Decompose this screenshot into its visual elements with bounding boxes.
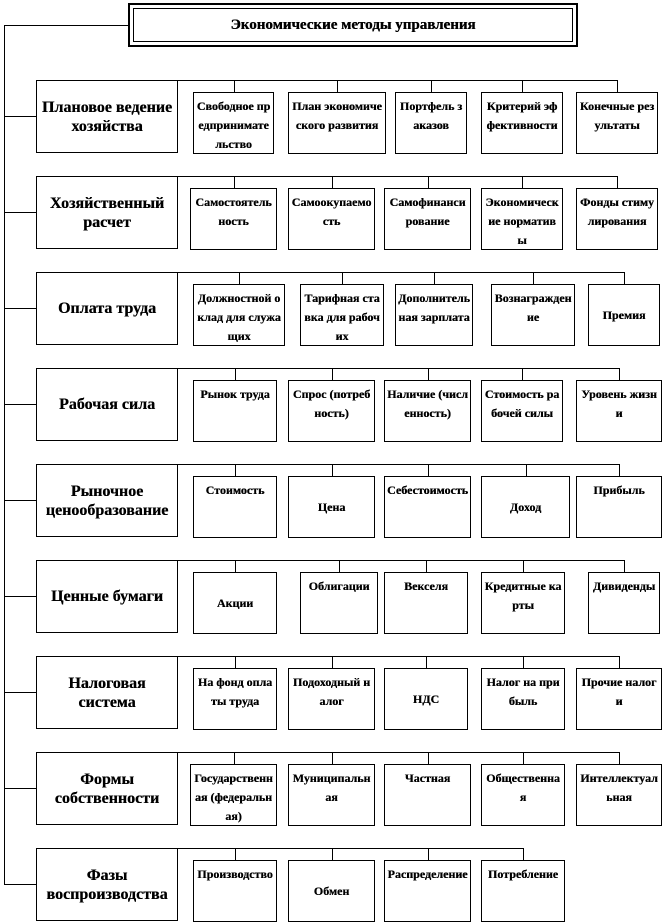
- category-1-item-1: Свободное предпринимательство: [193, 92, 274, 154]
- item-connector-line: [332, 752, 333, 764]
- item-connector-line: [619, 656, 620, 668]
- category-7-item-4: Налог на прибыль: [481, 668, 565, 730]
- items-bus-line: [178, 176, 617, 177]
- category-2: Хозяйственный расчет: [36, 176, 178, 249]
- category-link-line: [4, 788, 36, 789]
- item-connector-line: [234, 752, 235, 764]
- item-connector-line: [332, 176, 333, 188]
- category-6: Ценные бумаги: [36, 560, 178, 633]
- item-connector-line: [332, 368, 333, 380]
- category-2-item-3: Самофинансирование: [384, 188, 471, 250]
- item-connector-line: [617, 176, 618, 188]
- item-connector-line: [431, 80, 432, 92]
- category-5-item-1: Стоимость: [193, 476, 277, 538]
- category-1-item-3: Портфель заказов: [395, 92, 467, 154]
- item-connector-line: [522, 176, 523, 188]
- category-8-item-3: Частная: [384, 764, 471, 826]
- category-3-item-3: Дополнительная зарплата: [395, 284, 473, 346]
- category-3-item-4: Вознаграждение: [491, 284, 575, 346]
- category-8-item-1: Государственная (федеральная): [190, 764, 277, 826]
- category-4-item-3: Наличие (численность): [384, 380, 471, 442]
- category-9-item-3: Распределение: [384, 860, 471, 922]
- category-5: Рыночное ценообразование: [36, 464, 178, 537]
- item-connector-line: [235, 656, 236, 668]
- items-bus-line: [178, 80, 617, 81]
- item-connector-line: [428, 176, 429, 188]
- category-6-item-3: Векселя: [384, 572, 468, 634]
- category-7-item-3: НДС: [384, 668, 468, 730]
- item-connector-line: [533, 272, 534, 284]
- items-bus-line: [178, 656, 619, 657]
- category-4-item-1: Рынок труда: [193, 380, 277, 442]
- item-connector-line: [234, 80, 235, 92]
- items-bus-line: [178, 272, 624, 273]
- category-2-item-1: Самостоятельность: [190, 188, 277, 250]
- category-6-item-2: Облигации: [300, 572, 378, 634]
- category-3-item-5: Премия: [588, 284, 660, 346]
- category-2-item-4: Экономические нормативы: [481, 188, 563, 250]
- item-connector-line: [624, 272, 625, 284]
- item-connector-line: [234, 176, 235, 188]
- item-connector-line: [522, 80, 523, 92]
- category-8-item-2: Муниципальная: [288, 764, 375, 826]
- item-connector-line: [523, 560, 524, 572]
- diagram-title: Экономические методы управления: [133, 8, 573, 42]
- category-link-line: [4, 116, 36, 117]
- category-5-item-5: Прибыль: [576, 476, 662, 538]
- category-4-item-2: Спрос (потребность): [288, 380, 375, 442]
- category-link-line: [4, 404, 36, 405]
- item-connector-line: [426, 656, 427, 668]
- item-connector-line: [235, 464, 236, 476]
- item-connector-line: [339, 560, 340, 572]
- items-bus-line: [178, 560, 624, 561]
- title-connector-line: [4, 25, 128, 26]
- item-connector-line: [426, 560, 427, 572]
- category-2-item-2: Самоокупаемость: [288, 188, 375, 250]
- category-1-item-5: Конечные результаты: [576, 92, 658, 154]
- category-link-line: [4, 500, 36, 501]
- items-bus-line: [178, 368, 619, 369]
- item-connector-line: [239, 272, 240, 284]
- item-connector-line: [337, 80, 338, 92]
- category-link-line: [4, 212, 36, 213]
- category-6-item-5: Дивиденды: [588, 572, 660, 634]
- item-connector-line: [434, 272, 435, 284]
- category-4: Рабочая сила: [36, 368, 178, 441]
- category-3: Оплата труда: [36, 272, 178, 345]
- item-connector-line: [624, 560, 625, 572]
- category-7: Налоговая система: [36, 656, 178, 729]
- category-link-line: [4, 596, 36, 597]
- category-link-line: [4, 884, 36, 885]
- item-connector-line: [235, 368, 236, 380]
- category-1-item-4: Критерий эффективности: [481, 92, 563, 154]
- category-8-item-4: Общественная: [481, 764, 565, 826]
- category-4-item-5: Уровень жизни: [576, 380, 662, 442]
- category-1-item-2: План экономического развития: [288, 92, 386, 154]
- category-6-item-4: Кредитные карты: [481, 572, 565, 634]
- category-link-line: [4, 308, 36, 309]
- item-connector-line: [428, 752, 429, 764]
- item-connector-line: [523, 848, 524, 860]
- category-5-item-4: Доход: [481, 476, 570, 538]
- item-connector-line: [235, 560, 236, 572]
- category-7-item-1: На фонд оплаты труда: [193, 668, 277, 730]
- item-connector-line: [332, 848, 333, 860]
- item-connector-line: [522, 368, 523, 380]
- category-7-item-5: Прочие налоги: [576, 668, 662, 730]
- item-connector-line: [428, 848, 429, 860]
- item-connector-line: [619, 368, 620, 380]
- item-connector-line: [617, 80, 618, 92]
- item-connector-line: [619, 752, 620, 764]
- category-3-item-1: Должностной оклад для служащих: [193, 284, 285, 346]
- items-bus-line: [178, 464, 619, 465]
- items-bus-line: [178, 848, 523, 849]
- items-bus-line: [178, 752, 619, 753]
- item-connector-line: [332, 656, 333, 668]
- category-3-item-2: Тарифная ставка для рабочих: [300, 284, 384, 346]
- item-connector-line: [235, 848, 236, 860]
- item-connector-line: [523, 656, 524, 668]
- item-connector-line: [526, 464, 527, 476]
- item-connector-line: [332, 464, 333, 476]
- category-9-item-4: Потребление: [481, 860, 565, 922]
- category-9-item-2: Обмен: [288, 860, 375, 922]
- category-1: Плановое ведение хозяйства: [36, 80, 178, 153]
- category-6-item-1: Акции: [193, 572, 277, 634]
- item-connector-line: [619, 464, 620, 476]
- category-8-item-5: Интеллектуальная: [576, 764, 662, 826]
- category-link-line: [4, 692, 36, 693]
- item-connector-line: [428, 368, 429, 380]
- left-spine-line: [4, 25, 5, 884]
- category-7-item-2: Подоходный налог: [288, 668, 375, 730]
- category-2-item-5: Фонды стимулирования: [576, 188, 658, 250]
- diagram-title-frame: [128, 3, 578, 47]
- category-5-item-3: Себестоимость: [384, 476, 471, 538]
- item-connector-line: [342, 272, 343, 284]
- category-9: Фазы воспроизводства: [36, 848, 178, 921]
- category-9-item-1: Производство: [193, 860, 277, 922]
- item-connector-line: [428, 464, 429, 476]
- category-4-item-4: Стоимость рабочей силы: [481, 380, 563, 442]
- category-5-item-2: Цена: [288, 476, 375, 538]
- item-connector-line: [523, 752, 524, 764]
- category-8: Формы собственности: [36, 752, 178, 825]
